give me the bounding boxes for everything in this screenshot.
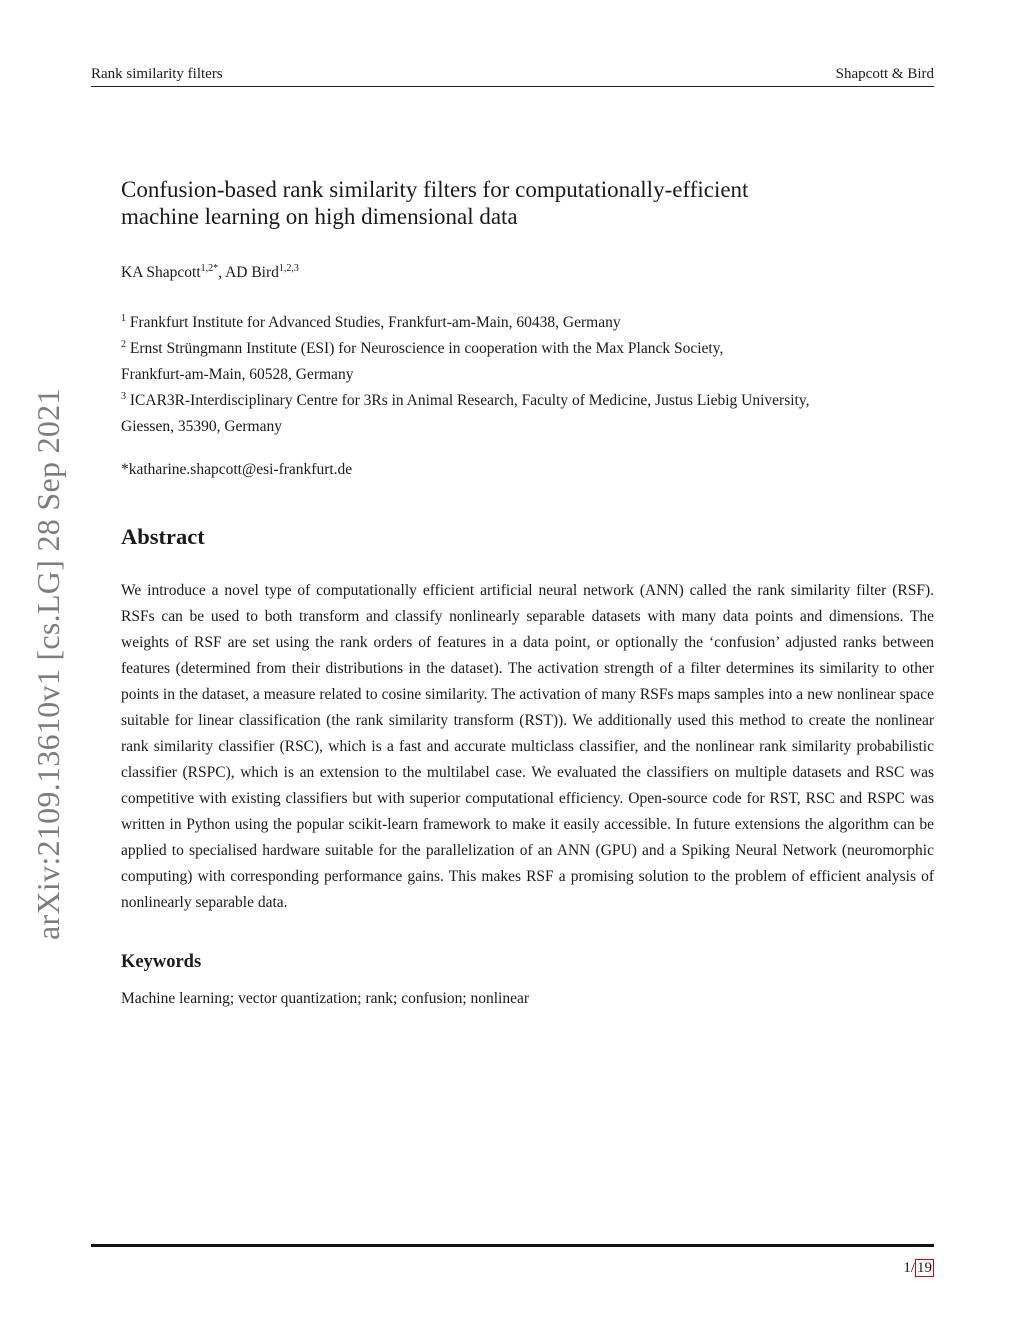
author-affiliation-marker: 1,2* [200, 262, 219, 274]
title-line-1: Confusion-based rank similarity filters for computationally-efficient [121, 177, 749, 202]
author-name: KA Shapcott [121, 264, 201, 281]
author-list [121, 263, 936, 283]
abstract-heading: Abstract [121, 524, 205, 549]
affiliation-1 [121, 310, 936, 336]
page-separator: / [910, 1260, 915, 1276]
affiliation-text-continued: Frankfurt-am-Main, 60528, Germany [121, 366, 354, 383]
running-title: Rank similarity filters [91, 66, 223, 82]
affiliation-text: ICAR3R-Interdisciplinary Centre for 3Rs in Animal Research, Faculty of Medicine, Justus Liebig University, [129, 392, 810, 409]
running-authors: Shapcott & Bird [835, 66, 934, 82]
paper-front-matter [121, 176, 936, 1009]
affiliation-number: 1 [121, 312, 126, 324]
affiliation-number: 2 [121, 338, 126, 350]
keywords-heading: Keywords [121, 952, 202, 972]
arxiv-identifier-stamp[interactable]: arXiv:2109.13610v1 [cs.LG] 28 Sep 2021 [30, 388, 66, 940]
total-pages-link[interactable]: 19 [917, 1260, 932, 1276]
affiliation-list [121, 310, 936, 440]
title-line-2: machine learning on high dimensional data [121, 204, 518, 229]
affiliation-text-continued: Giessen, 35390, Germany [121, 418, 282, 435]
abstract-body: We introduce a novel type of computationally efficient artificial neural network (ANN) called the rank similarity filter (RSF). RSFs can be used to both transform and classify nonlinearly separable datasets with many data points and dimensions. The weights of RSF are set using the rank orders of features in a data point, or optionally the ‘confusion’ adjusted ranks between features (determined from their distributions in the dataset). The activation strength of a filter determines its similarity to other points in the dataset, a measure related to cosine similarity. The activation of many RSFs maps samples into a new nonlinear space suitable for linear classification (the rank similarity transform (RST)). We additionally used this method to create the nonlinear rank similarity classifier (RSC), which is a fast and accurate multiclass classifier, and the nonlinear rank similarity probabilistic classifier (RSPC), which is an extension to the multilabel case. We evaluated the classifiers on multiple datasets and RSC was competitive with existing classifiers but with superior computational efficiency. Open-source code for RST, RSC and RSPC was written in Python using the popular scikit-learn framework to make it easily accessible. In future extensions the algorithm can be applied to specialised hardware suitable for the parallelization of an ANN (GPU) and a Spiking Neural Network (neuromorphic computing) with corresponding performance gains. This makes RSF a promising solution to the problem of efficient analysis of nonlinearly separable data. [121, 582, 934, 911]
affiliation-number: 3 [121, 390, 126, 402]
affiliation-3 [121, 388, 936, 440]
corresponding-email[interactable]: *katharine.shapcott@esi-frankfurt.de [121, 461, 353, 478]
footer-rule [91, 1244, 934, 1247]
current-page: 1 [903, 1260, 911, 1276]
affiliation-text: Frankfurt Institute for Advanced Studies, Frankfurt-am-Main, 60438, Germany [129, 314, 621, 331]
keywords-list: Machine learning; vector quantization; rank; confusion; nonlinear [121, 990, 530, 1007]
author-affiliation-marker: 1,2,3 [278, 262, 299, 274]
affiliation-2 [121, 336, 936, 388]
author-name: AD Bird [225, 264, 279, 281]
paper-title [121, 176, 936, 230]
author-separator: , [218, 264, 226, 281]
page-number [903, 1258, 934, 1278]
running-header [91, 64, 934, 87]
affiliation-text: Ernst Strüngmann Institute (ESI) for Neuroscience in cooperation with the Max Planck Society, [129, 340, 724, 357]
